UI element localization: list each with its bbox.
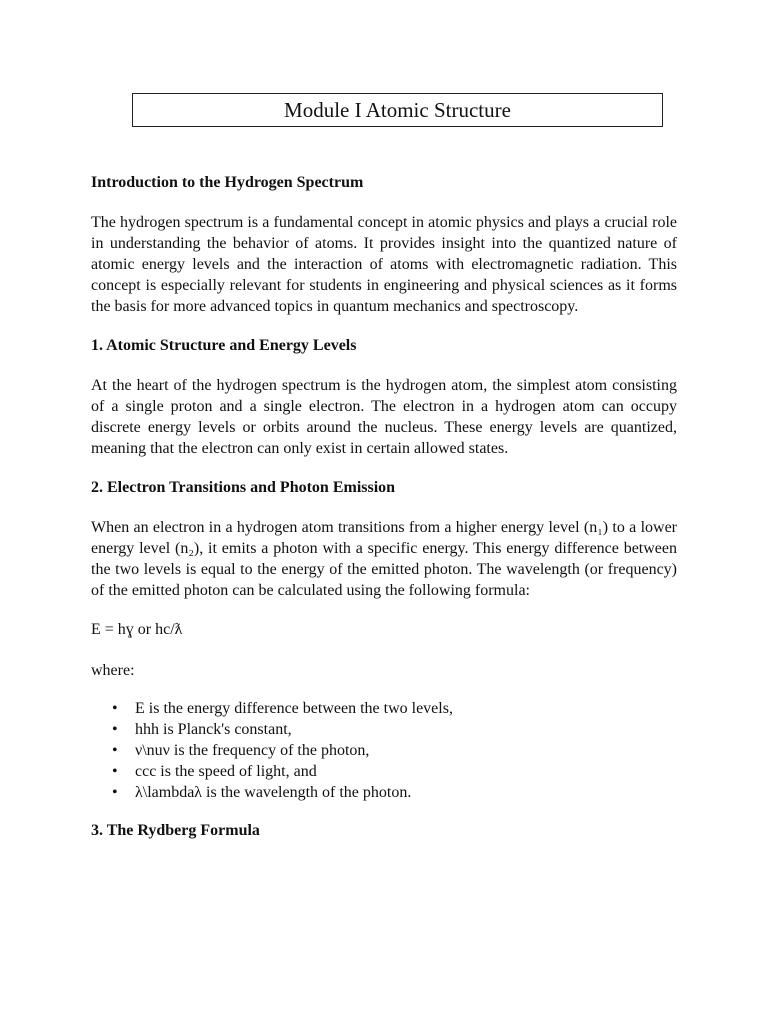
list-item-text: λ\lambdaλ is the wavelength of the photon. bbox=[135, 784, 412, 801]
section-2-heading: 2. Electron Transitions and Photon Emission bbox=[91, 479, 396, 496]
where-label: where: bbox=[91, 662, 135, 679]
list-item-text: ν\nuν is the frequency of the photon, bbox=[135, 742, 370, 759]
list-item bbox=[91, 761, 677, 782]
bullet-icon: • bbox=[112, 700, 118, 717]
list-item-text: E is the energy difference between the two levels, bbox=[135, 700, 453, 717]
list-item-text: ccc is the speed of light, and bbox=[135, 763, 317, 780]
variable-definitions-list bbox=[91, 698, 677, 803]
list-item bbox=[91, 698, 677, 719]
intro-heading: Introduction to the Hydrogen Spectrum bbox=[91, 174, 364, 191]
bullet-icon: • bbox=[112, 742, 118, 759]
section-3-heading: 3. The Rydberg Formula bbox=[91, 822, 260, 839]
bullet-icon: • bbox=[112, 721, 118, 738]
energy-formula: E = hɣ or hc/ƛ bbox=[91, 621, 183, 638]
bullet-icon: • bbox=[112, 784, 118, 801]
intro-paragraph: The hydrogen spectrum is a fundamental concept in atomic physics and plays a crucial role in understanding the behavior of atoms. It provides insight into the quantized nature of atomic energy levels and the interaction of atoms with electromagnetic radiation. This concept is especially relevant for students in engineering and physical sciences as it forms the basis for more advanced topics in quantum mechanics and spectroscopy. bbox=[91, 214, 677, 315]
section-1-heading: 1. Atomic Structure and Energy Levels bbox=[91, 337, 357, 354]
module-title: Module I Atomic Structure bbox=[132, 93, 663, 127]
bullet-icon: • bbox=[112, 763, 118, 780]
section-2-paragraph: When an electron in a hydrogen atom transitions from a higher energy level (n₁) to a lower energy level (n₂), it emits a photon with a specific energy. This energy difference between the two levels is equal to the energy of the emitted photon. The wavelength (or frequency) of the emitted photon can be calculated using the following formula: bbox=[91, 519, 677, 599]
list-item bbox=[91, 782, 677, 803]
list-item bbox=[91, 740, 677, 761]
list-item bbox=[91, 719, 677, 740]
list-item-text: hhh is Planck's constant, bbox=[135, 721, 292, 738]
document-body bbox=[91, 172, 677, 860]
section-1-paragraph: At the heart of the hydrogen spectrum is the hydrogen atom, the simplest atom consisting of a single proton and a single electron. The electron in a hydrogen atom can occupy discrete energy levels or orbits around the nucleus. These energy levels are quantized, meaning that the electron can only exist in certain allowed states. bbox=[91, 377, 677, 457]
